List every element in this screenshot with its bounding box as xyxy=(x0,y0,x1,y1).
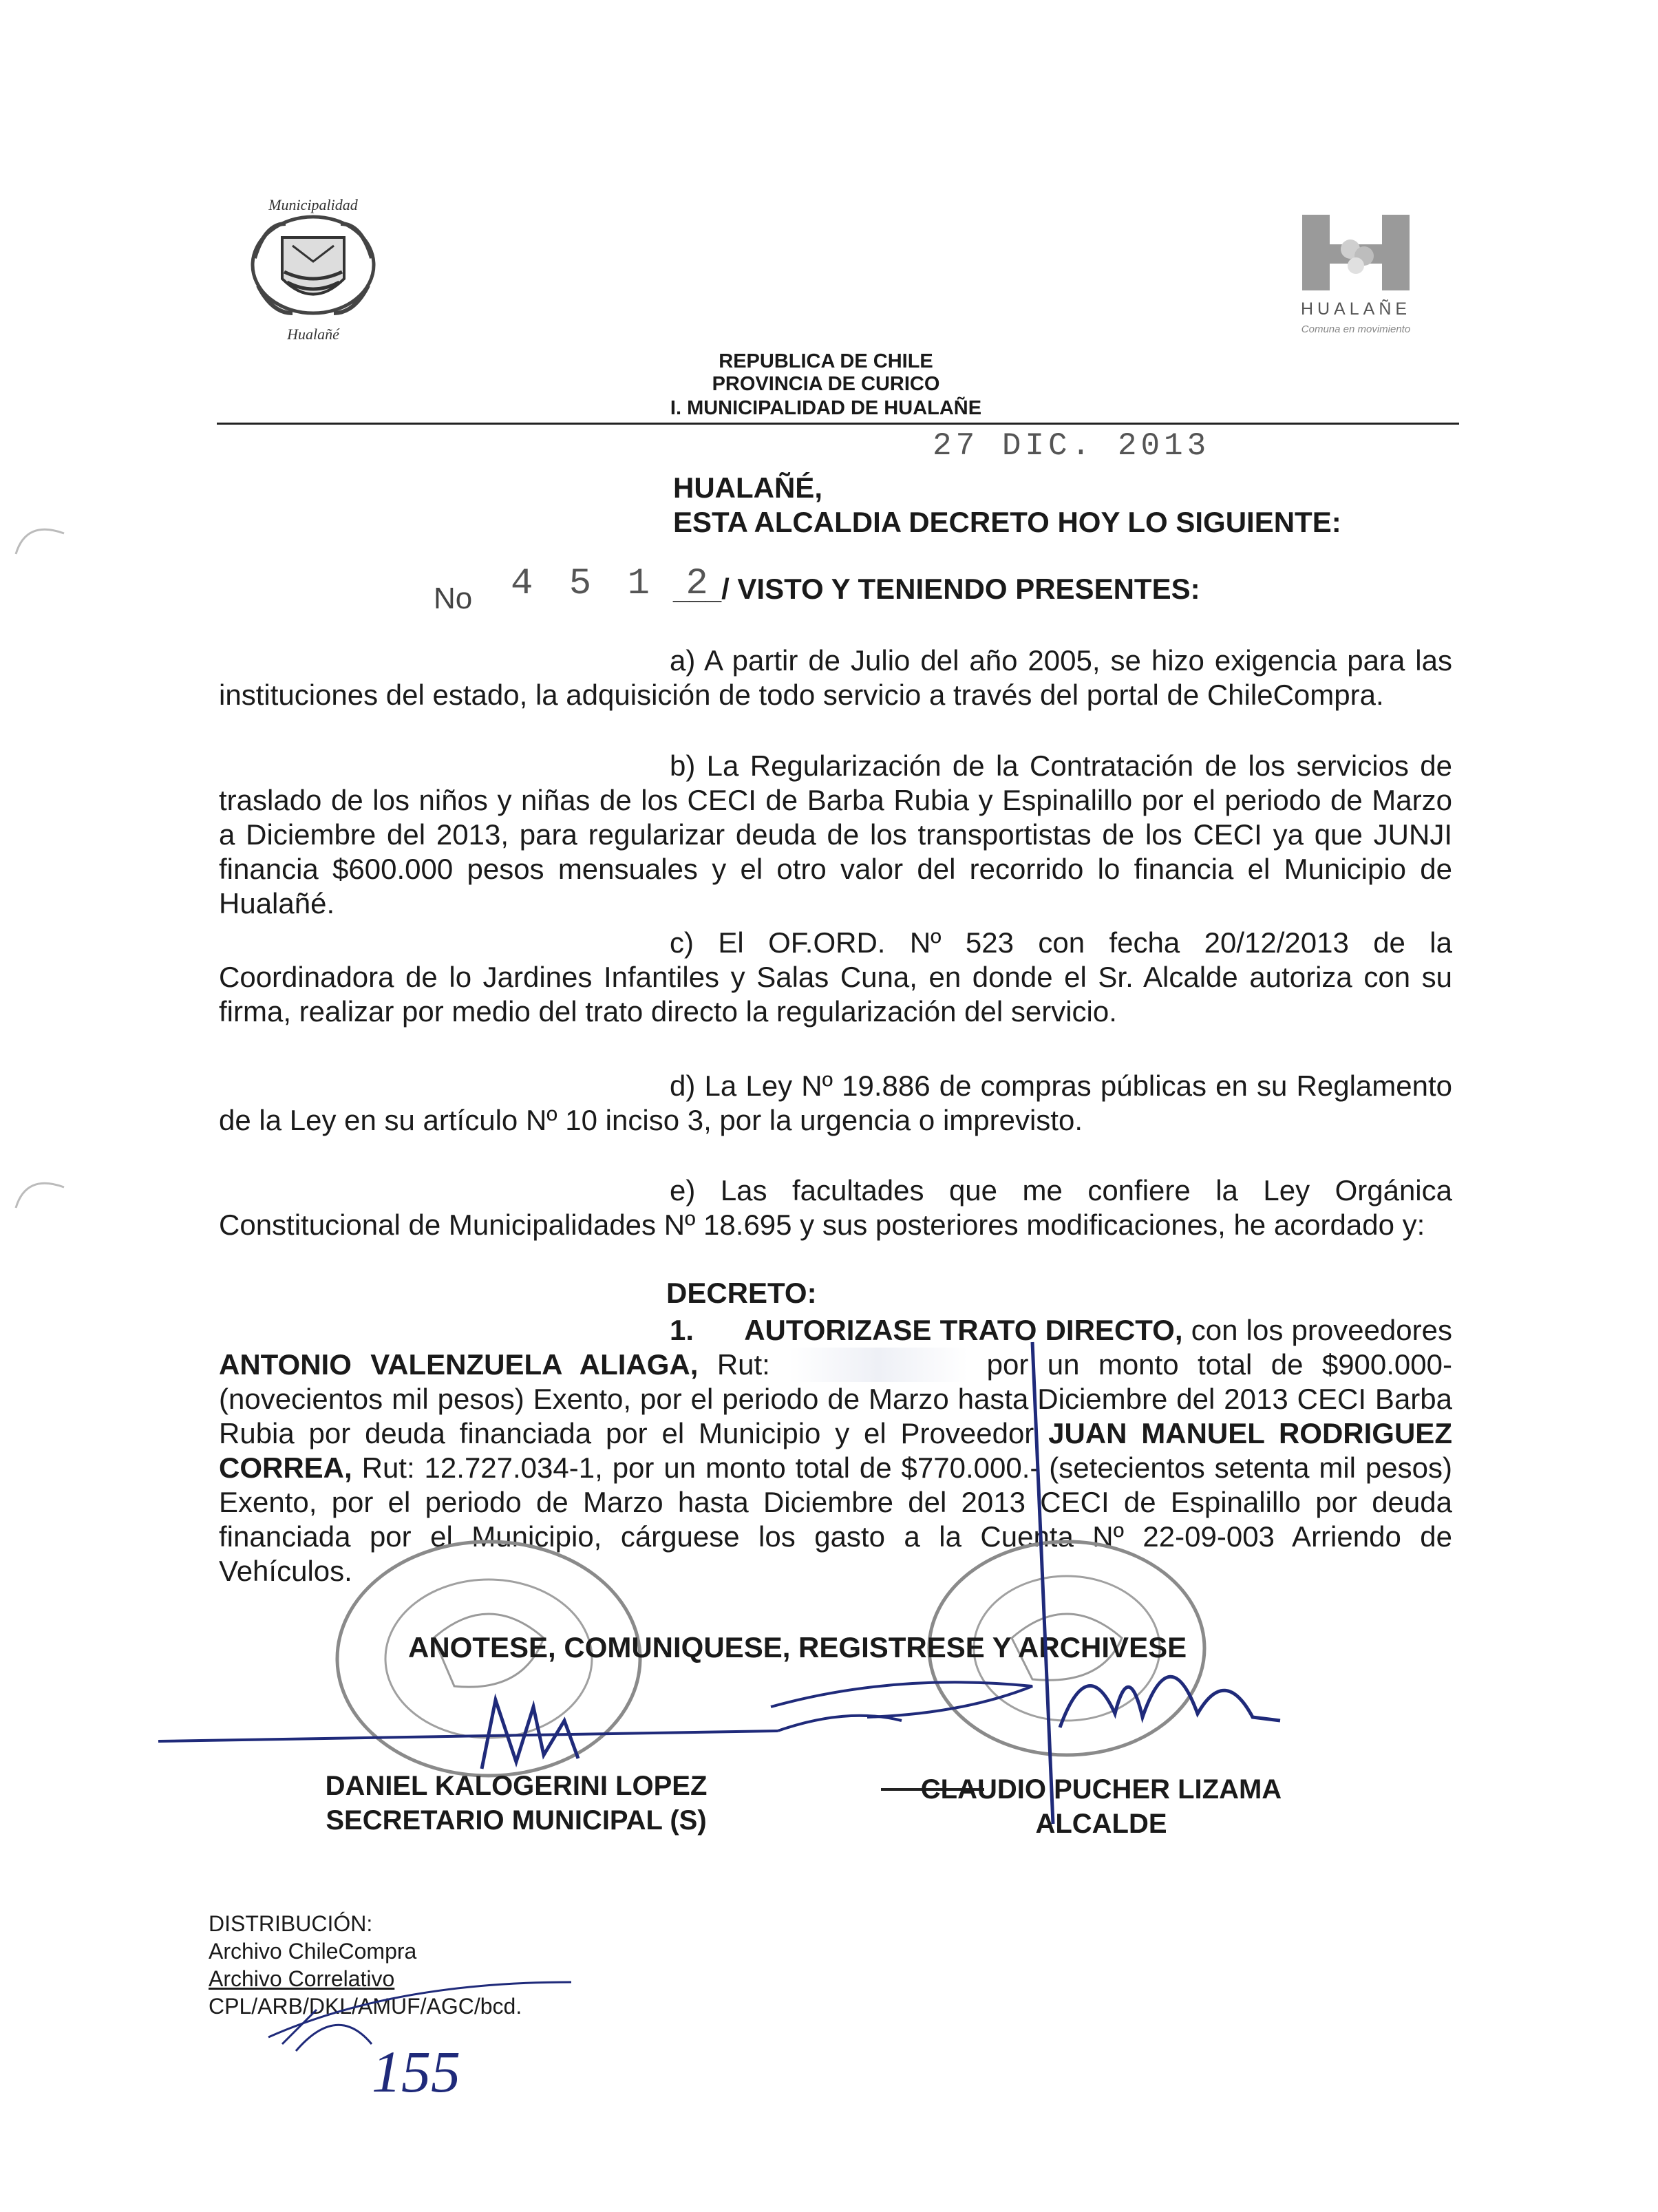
logo-top-text: Municipalidad xyxy=(268,196,358,213)
secretary-title: SECRETARIO MUNICIPAL (S) xyxy=(326,1805,707,1836)
header-line-1: REPUBLICA DE CHILE xyxy=(719,350,933,372)
punch-hole-mark xyxy=(12,1170,67,1211)
header-line-2: PROVINCIA DE CURICO xyxy=(712,373,940,395)
handwritten-number: 155 xyxy=(372,2039,460,2105)
alcalde-title: ALCALDE xyxy=(1035,1809,1167,1839)
decreto-text-4: Rut: 12.727.034-1, por un monto total de $770.000.- (setecientos setenta mil pesos) Exento, por el periodo de Marzo hasta Diciembre del 2013 CECI de Espinalillo por deuda financiada por el Municipio, cárguese los gasto a la Cuenta Nº 22-09-003 Arriendo de Vehículos. xyxy=(219,1451,1452,1587)
closing-formula: ANOTESE, COMUNIQUESE, REGISTRESE Y ARCHIVESE xyxy=(408,1631,1187,1663)
header-divider xyxy=(217,423,1459,425)
hualane-logo xyxy=(1287,206,1425,344)
paragraph-d xyxy=(219,1069,1452,1138)
decreto-lead: AUTORIZASE TRATO DIRECTO, xyxy=(744,1314,1183,1346)
decreto-item-number: 1. xyxy=(670,1314,694,1346)
provider-2-name: JUAN MANUEL RODRIGUEZ CORREA, xyxy=(219,1417,1452,1484)
paragraph-e xyxy=(219,1173,1452,1242)
distribution-item: Archivo Correlativo xyxy=(209,1966,395,1991)
paragraph-a-text: a) A partir de Julio del año 2005, se hizo exigencia para las instituciones del estado, la adquisición de todo servicio a través del portal de ChileCompra. xyxy=(219,644,1452,711)
visto-heading: ___/ VISTO Y TENIENDO PRESENTES: xyxy=(673,573,1200,605)
distribution-title: DISTRIBUCIÓN: xyxy=(209,1911,373,1936)
decreto-text-1: con los proveedores xyxy=(1191,1314,1452,1346)
secretary-name: DANIEL KALOGERINI LOPEZ xyxy=(325,1771,708,1801)
logo-name: HUALAÑE xyxy=(1300,299,1412,319)
decree-number-prefix: No xyxy=(434,582,473,615)
decreto-heading: DECRETO: xyxy=(666,1277,817,1309)
paragraph-a xyxy=(219,644,1452,712)
paragraph-c xyxy=(219,926,1452,1029)
shield-icon xyxy=(244,182,382,348)
municipal-coat-of-arms-logo xyxy=(244,182,382,348)
distribution-item: Archivo ChileCompra xyxy=(209,1939,417,1964)
paragraph-e-text: e) Las facultades que me confiere la Ley Orgánica Constitucional de Municipalidades Nº 18.695 y sus posteriores modificaciones, he acordado y: xyxy=(219,1174,1452,1241)
logo-tagline: Comuna en movimiento xyxy=(1301,323,1411,335)
paragraph-b xyxy=(219,749,1452,921)
intro-heading: ESTA ALCALDIA DECRETO HOY LO SIGUIENTE: xyxy=(673,506,1341,538)
paragraph-d-text: d) La Ley Nº 19.886 de compras públicas en su Reglamento de la Ley en su artículo Nº 10 inciso 3, por la urgencia o imprevisto. xyxy=(219,1070,1452,1136)
logo-bottom-text: Hualañé xyxy=(287,326,339,343)
place-heading: HUALAÑÉ, xyxy=(673,471,822,504)
decreto-text-3: por un monto total de $900.000- (novecientos mil pesos) Exento, por el periodo de Marzo hasta Diciembre del 2013 CECI Barba Rubia por deuda financiada por el Municipio y el Proveedor xyxy=(219,1348,1452,1449)
paragraph-b-text: b) La Regularización de la Contratación de los servicios de traslado de los niños y niñas de los CECI de Barba Rubia y Espinalillo por el periodo de Marzo a Diciembre del 2013, para regularizar deuda de los transportistas de los CECI ya que JUNJI financia $600.000 pesos mensuales y el otro valor del recorrido lo financia el Municipio de Hualañé. xyxy=(219,749,1452,919)
decreto-text-2: Rut: xyxy=(716,1348,770,1381)
decree-number: 4 5 1 2 xyxy=(511,563,715,605)
date-stamp: 27 DIC. 2013 xyxy=(933,428,1211,464)
provider-1-name: ANTONIO VALENZUELA ALIAGA, xyxy=(219,1348,699,1381)
letter-h-logo-icon xyxy=(1287,206,1425,296)
alcalde-name: CLAUDIO PUCHER LIZAMA xyxy=(920,1774,1282,1805)
punch-hole-mark xyxy=(12,516,67,557)
paragraph-c-text: c) El OF.ORD. Nº 523 con fecha 20/12/2013 de la Coordinadora de lo Jardines Infantiles y Salas Cuna, en donde el Sr. Alcalde autoriza con su firma, realizar por medio del trato directo la regularización del servicio. xyxy=(219,926,1452,1028)
distribution-item: CPL/ARB/DKL/AMUF/AGC/bcd. xyxy=(209,1994,522,2019)
header-line-3: I. MUNICIPALIDAD DE HUALAÑE xyxy=(670,397,982,419)
